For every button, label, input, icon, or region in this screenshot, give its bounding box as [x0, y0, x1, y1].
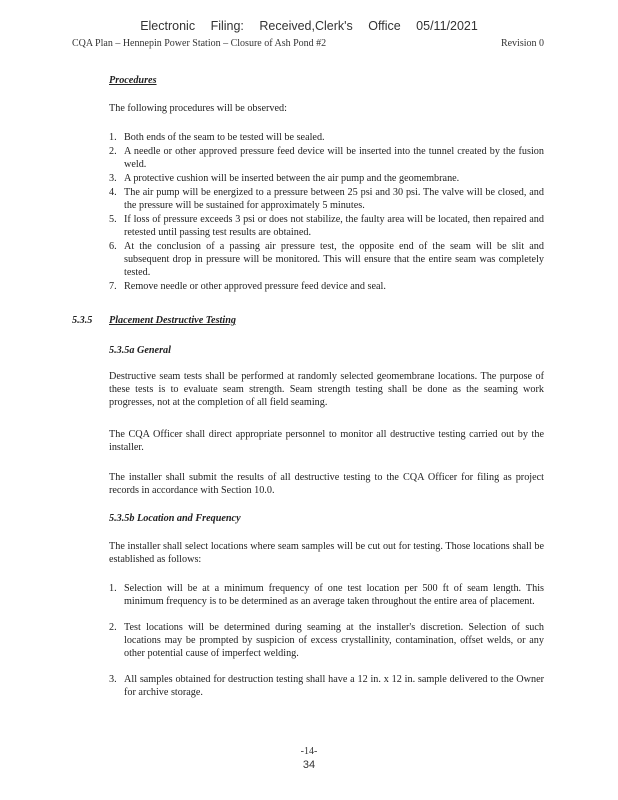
paragraph: The CQA Officer shall direct appropriate personnel to monitor all destructive testing carried out by the installer. — [109, 429, 544, 453]
procedures-heading: Procedures — [109, 75, 157, 86]
paragraph: Destructive seam tests shall be performed at randomly selected geomembrane locations. The purpose of these tests is to evaluate seam strength. Seam strength testing shall be done as the seaming work progresses, not at the completion of all field seaming. — [109, 371, 544, 408]
list-item: 1. Selection will be at a minimum frequency of one test location per 500 ft of seam length. This minimum frequency is to be determined as an average taken throughout the entire area of placement. — [109, 583, 544, 607]
procedures-list — [109, 131, 544, 293]
stamp-office: Office — [368, 19, 401, 33]
procedures-intro: The following procedures will be observed: — [109, 103, 287, 114]
list-item: 2. Test locations will be determined during seaming at the installer's discretion. Selection of such locations may be prompted by suspicion of excess crystallinity, contamination, offset welds, or any other potential cause of imperfect welding. — [109, 622, 544, 659]
list-item: 1. Both ends of the seam to be tested will be sealed. — [109, 132, 325, 143]
stamp-received: Received,Clerk's — [259, 19, 353, 33]
list-item: 3. All samples obtained for destruction testing shall have a 12 in. x 12 in. sample delivered to the Owner for archive storage. — [109, 674, 544, 698]
stamp-filing: Filing: — [210, 19, 244, 33]
filing-stamp — [0, 19, 618, 33]
location-list — [109, 582, 544, 699]
stamp-date: 05/11/2021 — [416, 19, 478, 33]
section-number: 5.3.5 — [72, 315, 93, 326]
paragraph: The installer shall submit the results of all destructive testing to the CQA Officer for filing as project records in accordance with Section 10.0. — [109, 472, 544, 496]
stamp-electronic: Electronic — [140, 19, 196, 33]
list-item: 6. At the conclusion of a passing air pressure test, the opposite end of the seam will be slit and subsequent drop in pressure will be monitored. This will ensure that the entire seam was completely tested. — [109, 241, 544, 278]
header-revision: Revision 0 — [500, 38, 544, 49]
list-item: 3. A protective cushion will be inserted between the air pump and the geomembrane. — [109, 173, 460, 184]
section-535-heading — [72, 314, 236, 327]
list-item: 2. A needle or other approved pressure feed device will be inserted into the tunnel created by the fusion weld. — [109, 146, 544, 170]
list-item: 7. Remove needle or other approved pressure feed device and seal. — [109, 281, 386, 292]
list-item: 5. If loss of pressure exceeds 3 psi or does not stabilize, the faulty area will be located, then repaired and retested until passing test results are obtained. — [109, 214, 544, 238]
running-header — [72, 38, 544, 49]
subsection-a-heading: 5.3.5a General — [109, 345, 171, 356]
paragraph: The installer shall select locations where seam samples will be cut out for testing. Those locations shall be established as follows: — [109, 541, 544, 565]
section-title: Placement Destructive Testing — [109, 315, 236, 326]
page-number: -14- — [300, 746, 318, 757]
header-left: CQA Plan – Hennepin Power Station – Closure of Ash Pond #2 — [72, 38, 327, 49]
subsection-b-heading: 5.3.5b Location and Frequency — [109, 513, 241, 524]
list-item: 4. The air pump will be energized to a pressure between 25 psi and 30 psi. The valve will be closed, and the pressure will be sustained for approximately 5 minutes. — [109, 187, 544, 211]
stamp-page-number: 34 — [302, 759, 316, 771]
